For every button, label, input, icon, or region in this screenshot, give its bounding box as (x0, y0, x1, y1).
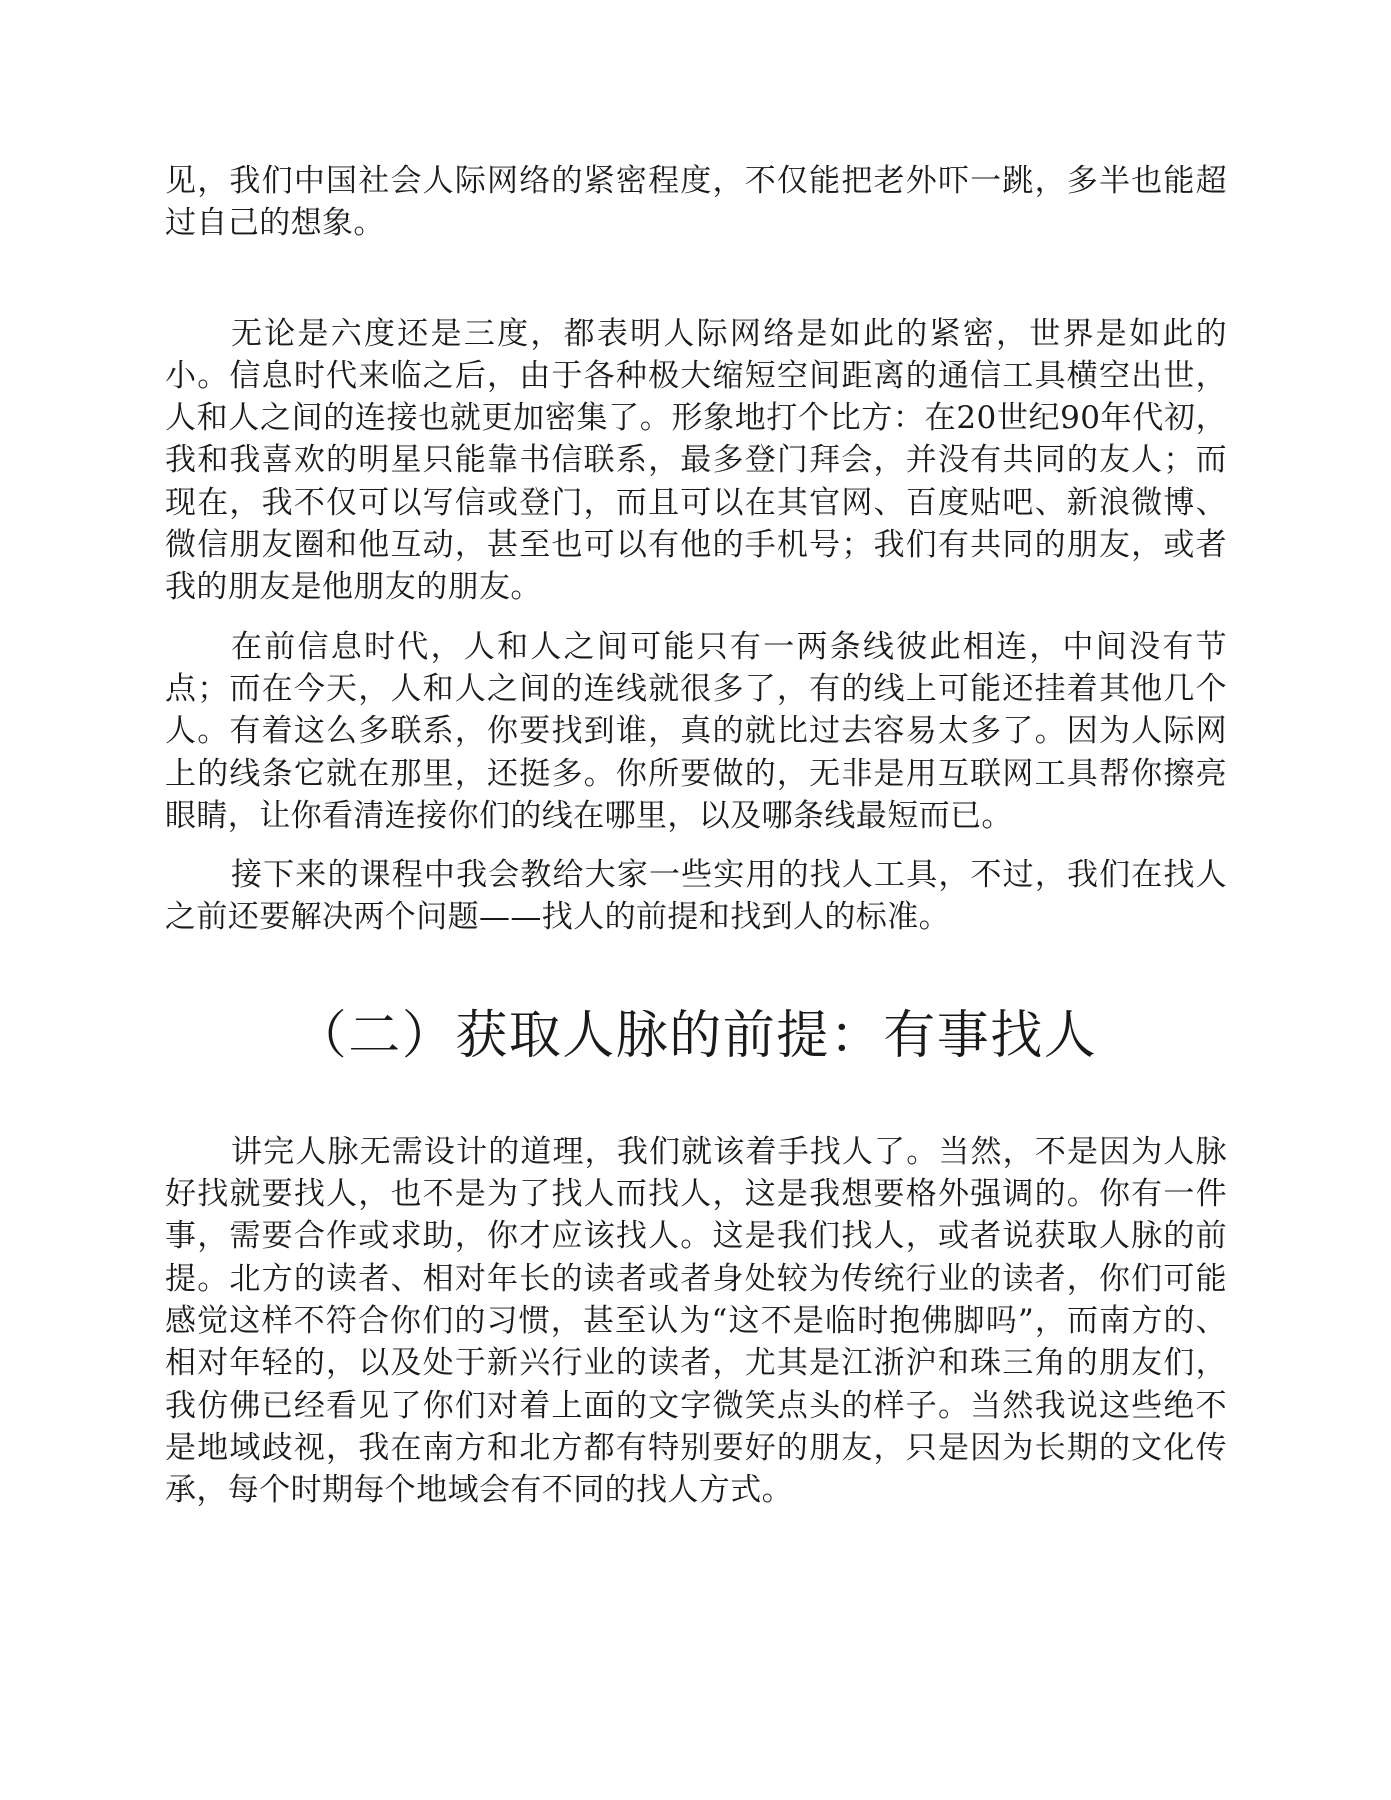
paragraph-premise: 讲完人脉无需设计的道理，我们就该着手找人了。当然，不是因为人脉好找就要找人，也不是为了找人而找人，这是我想要格外强调的。你有一件事，需要合作或求助，你才应该找人。这是我们找人，或者说获取人脉的前提。北方的读者、相对年长的读者或者身处较为传统行业的读者，你们可能感觉这样不符合你们的习惯，甚至认为“这不是临时抱佛脚吗”，而南方的、相对年轻的，以及处于新兴行业的读者，尤其是江浙沪和珠三角的朋友们，我仿佛已经看见了你们对着上面的文字微笑点头的样子。当然我说这些绝不是地域歧视，我在南方和北方都有特别要好的朋友，只是因为长期的文化传承，每个时期每个地域会有不同的找人方式。 (165, 1133, 1227, 1509)
paragraph-network-density: 无论是六度还是三度，都表明人际网络是如此的紧密，世界是如此的小。信息时代来临之后，由于各种极大缩短空间距离的通信工具横空出世，人和人之间的连接也就更加密集了。形象地打个比方：在20世纪90年代初，我和我喜欢的明星只能靠书信联系，最多登门拜会，并没有共同的友人；而现在，我不仅可以写信或登门，而且可以在其官网、百度贴吧、新浪微博、微信朋友圈和他互动，甚至也可以有他的手机号；我们有共同的朋友，或者我的朋友是他朋友的朋友。 (165, 315, 1227, 606)
paragraph-next-lesson: 接下来的课程中我会教给大家一些实用的找人工具，不过，我们在找人之前还要解决两个问题——找人的前提和找到人的标准。 (165, 857, 1227, 936)
section-heading: （二）获取人脉的前提：有事找人 (294, 1005, 1098, 1066)
document-page (165, 160, 1227, 1511)
paragraph-pre-information-era: 在前信息时代，人和人之间可能只有一两条线彼此相连，中间没有节点；而在今天，人和人之间的连线就很多了，有的线上可能还挂着其他几个人。有着这么多联系，你要找到谁，真的就比过去容易太多了。因为人际网上的线条它就在那里，还挺多。你所要做的，无非是用互联网工具帮你擦亮眼睛，让你看清连接你们的线在哪里，以及哪条线最短而已。 (165, 628, 1227, 834)
paragraph-continuation: 见，我们中国社会人际网络的紧密程度，不仅能把老外吓一跳，多半也能超过自己的想象。 (165, 163, 1227, 242)
